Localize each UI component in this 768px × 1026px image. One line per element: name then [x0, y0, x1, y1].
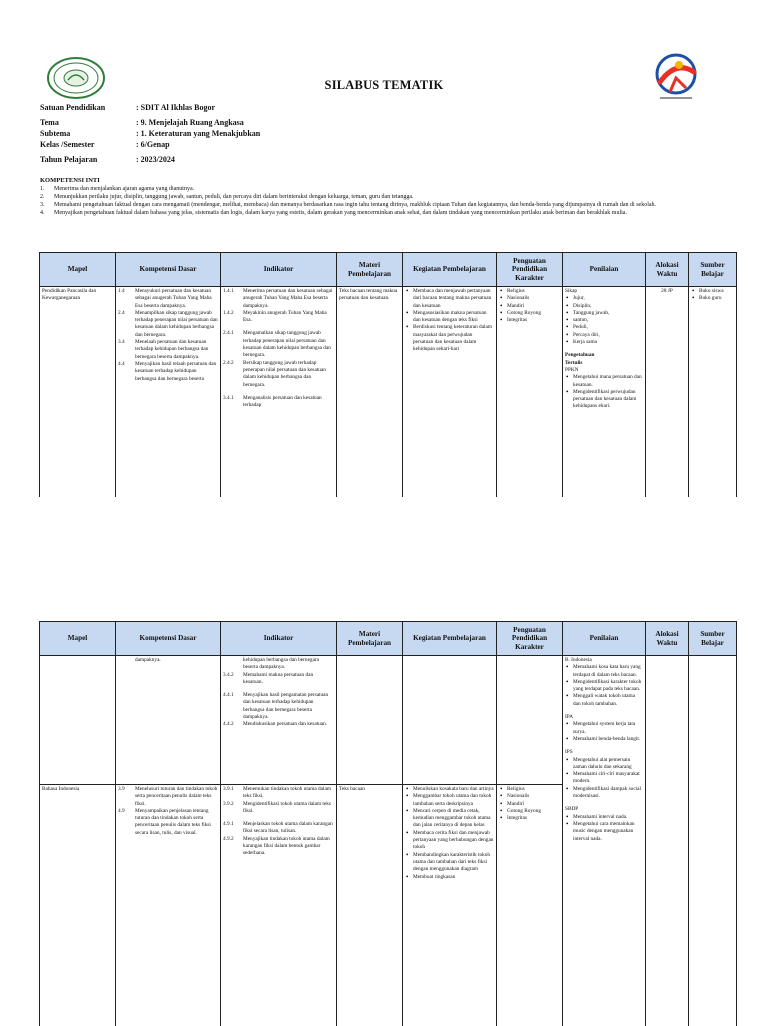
header-materi: Materi Pembelajaran [337, 253, 403, 287]
syllabus-table-page-1 [39, 252, 737, 497]
cell-ppk: • Religius • Nasionalis • Mandiri • Gotong Royong • Integritas [497, 785, 563, 1026]
cell-kegiatan [403, 656, 497, 785]
header-indikator: Indikator [221, 622, 337, 656]
cell-ppk [497, 656, 563, 785]
cell-mapel: Bahasa Indonesia [40, 785, 116, 1026]
cell-alokasi: 28 JP [646, 287, 689, 497]
header-kegiatan: Kegiatan Pembelajaran [403, 253, 497, 287]
cell-kegiatan: • Menuliskan kosakata baru dan artinya • Menggambar tokoh utama dan tokoh tambahan serta deskripsinya • Mencari cerpen di media cetak, kemudian menggambar tokoh utama dan jalan ceritanya di depan kelas • Membaca cerita fiksi dan menjawab pertanyaan yang berhubungan dengan tokoh • Membandingkan karakteristik tokoh utama dan tambahan dari teks fiksi dengan menggunakan diagram • Membuat ringkasan [403, 785, 497, 1026]
header-indikator: Indikator [221, 253, 337, 287]
ki-item: 3. Memahami pengetahuan faktual dengan cara mengamati (mendengar, melihat, membaca) dan menanya berdasarkan rasa ingin tahu tentang dirinya, makhluk ciptaan Tuhan dan kegiatannya, dan benda-benda yang dijumpainya di rumah dan di sekolah. [40, 201, 730, 209]
header-alokasi: Alokasi Waktu [646, 253, 689, 287]
table-row [40, 656, 737, 785]
cell-materi: Teks bacaan tentang makna persatuan dan kesatuan. [337, 287, 403, 497]
document-title: SILABUS TEMATIK [0, 78, 768, 93]
header-kd: Kompetensi Dasar [116, 622, 221, 656]
ki-item: 1. Menerima dan menjalankan ajaran agama yang dianutnya. [40, 185, 730, 193]
header-kd: Kompetensi Dasar [116, 253, 221, 287]
cell-penilaian: B. Indonesia • Memahami kosa kata baru yang terdapat di dalam teks bacaan. • Mengidentifikasi karakter tokoh yang terdapat pada teks bacaan. • Menggali watak tokoh utama dan tokoh tambahan. IPA • Mengetahui system kerja tata surya. • Memahami benda-benda langit. IPS • Mengetahui alat pemersatu zaman dahulu dan sekarang • Memahami ciri-ciri masyarakat modern. • Mengidentifikasi dampak social modernisasi. SBDP • Memahami interval nada. • Mengetahui cara memainkan music dengan menggunakan interval nada. [563, 656, 646, 1026]
cell-indikator: kehidupan berbangsa dan bernegara beserta dampaknya. 3.4.2 Memahami makna persatuan dan kesatuan. 4.4.1 Menyajikan hasil pengamatan persatuan dan kesatuan terhadap kehidupan berbangsa dan bernegara beserta dampaknya. 4.4.2 Mendiskusikan persatuan dan kesatuan. [221, 656, 337, 785]
cell-penilaian: Sikap • Jujur, • Disiplin, • Tanggung jawab, • santun, • Peduli, • Percaya diri, • Kerja sama Pengetahuan Tertulis PPKN • Mengetahui mana persatuan dan kesatuan. • Mengidentifikasi perwujudan persatuan dan kesatuan dalam kehidupans ehari. [563, 287, 646, 497]
header-mapel: Mapel [40, 253, 116, 287]
header-kegiatan: Kegiatan Pembelajaran [403, 622, 497, 656]
header-penilaian: Penilaian [563, 253, 646, 287]
cell-kd: 3.9 Menelusuri tuturan dan tindakan tokoh serta penceritaan penulis dalam teks fiksi. 4.9 Menyampaikan penjelasan tentang tuturan dan tindakan tokoh serta penceritaan penulis dalam teks fiksi secara lisan, tulis, dan visual. [116, 785, 221, 1026]
ki-item: 4. Menyajikan pengetahuan faktual dalam bahasa yang jelas, sistematis dan logis, dalam karya yang estetis, dalam gerakan yang mencerminkan anak sehat, dan dalam tindakan yang mencerminkan perilaku anak beriman dan berakhlak mulia. [40, 209, 730, 217]
cell-sumber: • Buku siswa • Buku guru [689, 287, 737, 497]
cell-kd: dampaknya. [116, 656, 221, 785]
table-row [40, 287, 737, 497]
header-sumber: Sumber Belajar [689, 253, 737, 287]
cell-kd: 1.4 Mensyukuri persatuan dan kesatuan sebagai anugerah Tuhan Yang Maha Esa beserta dampaknya. 2.4 Menampilkan sikap tanggung jawab terhadap penerapan nilai persatuan dan kesatuan dalam kehidupan berbangsa dan bernegara. 3.4 Menelaah persatuan dan kesatuan terhadap kehidupan berbangsa dan bernegara beserta dampaknya. 4.4 Menyajikan hasil telaah persatuan dan kesatuan terhadap kehidupan berbangsa dan bernegara beserta [116, 287, 221, 497]
header-materi: Materi Pembelajaran [337, 622, 403, 656]
header-ppk: Penguatan Pendidikan Karakter [497, 622, 563, 656]
ki-heading: KOMPETENSI INTI [40, 177, 730, 185]
cell-materi [337, 656, 403, 785]
cell-materi: Teks bacaan [337, 785, 403, 1026]
header-mapel: Mapel [40, 622, 116, 656]
cell-ppk: • Religius • Nasionalis • Mandiri • Gotong Royong • Integritas [497, 287, 563, 497]
cell-mapel: Pendidikan Pancasila dan Kewarganegaraan [40, 287, 116, 497]
header-ppk: Penguatan Pendidikan Karakter [497, 253, 563, 287]
header-sumber: Sumber Belajar [689, 622, 737, 656]
cell-indikator: 3.9.1 Menemukan tindakan tokoh utama dalam teks fiksi. 3.9.2 Mengidentifikasi tokoh utama dalam teks fiksi. 4.9.1 Menjelaskan tokoh utama dalam karangan fiksi secara lisan, tulisan. 4.9.2 Menyajikan tindakan tokoh utama dalam karangan fiksi dalam bentuk gambar sederhana. [221, 785, 337, 1026]
cell-sumber [689, 656, 737, 1026]
header-alokasi: Alokasi Waktu [646, 622, 689, 656]
cell-alokasi [646, 656, 689, 1026]
syllabus-table-page-2 [39, 621, 737, 1026]
ki-item: 2. Menunjukkan perilaku jujur, disiplin, tanggung jawab, santun, peduli, dan percaya diri dalam berinteraksi dengan keluarga, teman, guru dan tetangga. [40, 193, 730, 201]
header-penilaian: Penilaian [563, 622, 646, 656]
kompetensi-inti [40, 177, 730, 217]
cell-kegiatan: • Membaca dan menjawab pertanyaan dari bacaan tentang makna persatuan dan kesatuan • Mengasosiasikan makna persatuan dan kesatuan dengan teks fiksi • Berdiskusi tentang keteraturan dalam masyarakat dan perwujudan persatuan dan kesatuan dalam kehidupan sehari-hari [403, 287, 497, 497]
cell-mapel [40, 656, 116, 785]
cell-indikator: 1.4.1 Menerima persatuan dan kesatuan sebagai anugerah Tuhan Yang Maha Esa beserta dampaknya. 1.4.2 Meyakinin anugerah Tuhan Yang Maha Esa. 2.4.1 Mengamalkan sikap tanggung jawab terhadap penerapan nilai persatuan dan kesatuan dalam kehidupan berbangsa dan bernegara. 2.4.2 Bersikap tanggung jawab terhadap penerapan nilai persatuan dan kesatuan dalam kehidupan berbangsa dan bernegara. 3.4.1 Menganalisis persatuan dan kesatuan terhadap [221, 287, 337, 497]
